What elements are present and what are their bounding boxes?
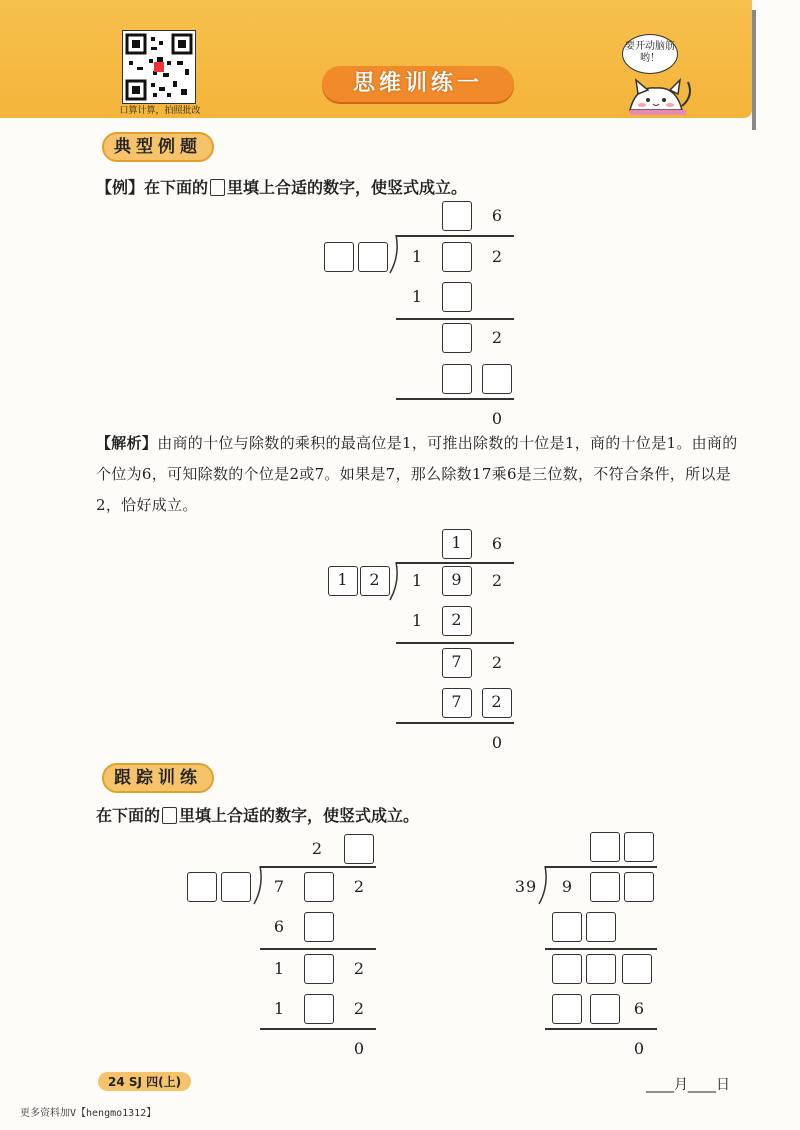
blank-box-icon — [210, 179, 225, 196]
analysis-text: 由商的十位与除数的乘积的最高位是1，可推出除数的十位是1，商的十位是1。由商的个位为6，可知除数的个位是2或7。如果是7，那么除数17乘6是三位数，不符合条件，所以是2，恰好成立。 — [96, 434, 738, 514]
sol-quotient-tens — [442, 529, 472, 559]
qr-caption: 口算计算，拍照批改 — [119, 106, 201, 116]
division-bracket — [388, 235, 400, 275]
cat-mascot-icon — [626, 66, 696, 120]
p2-dividend-ones-box[interactable] — [624, 872, 654, 902]
sol-product2-tens — [442, 688, 472, 718]
p2-remainder1-hundreds-box[interactable] — [552, 954, 582, 984]
p2-product1-hundreds-box[interactable] — [552, 912, 582, 942]
footer-note: 更多资料加V【hengmo1312】 — [20, 1108, 157, 1119]
p1-remainder: 0 — [353, 1039, 365, 1058]
dividend-tens-box[interactable] — [442, 242, 472, 272]
p2-dividend-hundreds: 9 — [561, 877, 573, 896]
p1-quotient-tens: 2 — [311, 839, 323, 858]
p1-divisor-ones-box[interactable] — [221, 872, 251, 902]
rule-line — [396, 642, 514, 644]
page-tag-text: 24 SJ 四(上) — [98, 1072, 191, 1091]
rule-line — [396, 318, 514, 320]
prompt-suffix: 里填上合适的数字，使竖式成立。 — [179, 806, 420, 825]
digit: 7 — [451, 691, 462, 711]
division-bracket — [252, 866, 264, 906]
digit: 1 — [451, 532, 462, 552]
p2-remainder: 0 — [633, 1039, 645, 1058]
prompt-prefix: 在下面的 — [96, 806, 161, 825]
p2-product2-hundreds-box[interactable] — [552, 994, 582, 1024]
product1-ones-box[interactable] — [442, 282, 472, 312]
digit: 1 — [337, 569, 348, 589]
sol-divisor-ones — [360, 566, 390, 596]
p1-product1-tens: 6 — [273, 917, 285, 936]
p2-remainder1-tens-box[interactable] — [586, 954, 616, 984]
divisor-ones-box[interactable] — [358, 242, 388, 272]
page-number-tag — [98, 1072, 191, 1091]
digit: 2 — [451, 609, 462, 629]
sol-product1-ones — [442, 606, 472, 636]
rule-line — [260, 1028, 376, 1030]
practice-prompt — [96, 803, 419, 826]
sol-product1-tens: 1 — [411, 611, 423, 630]
sol-remainder: 0 — [491, 733, 503, 752]
analysis-paragraph — [96, 428, 746, 521]
product2-ones-box[interactable] — [482, 364, 512, 394]
rule-line — [396, 398, 514, 400]
p2-dividend-tens-box[interactable] — [590, 872, 620, 902]
rule-line — [545, 1028, 657, 1030]
remainder: 0 — [491, 409, 503, 428]
quotient-ones: 6 — [491, 206, 503, 225]
speech-bubble: 要开动脑筋哟！ — [622, 34, 678, 74]
p2-divisor: 39 — [514, 877, 538, 896]
remainder1-tens-box[interactable] — [442, 323, 472, 353]
sol-dividend-tens — [442, 566, 472, 596]
p2-product2-tens-box[interactable] — [590, 994, 620, 1024]
digit: 2 — [369, 569, 380, 589]
sol-dividend-hundreds: 1 — [411, 571, 423, 590]
sol-divisor-tens — [328, 566, 358, 596]
p1-remainder1-tens-box[interactable] — [304, 954, 334, 984]
blank-box-icon — [162, 807, 177, 824]
page-title: 思维训练一 — [352, 71, 483, 96]
p2-quotient-tens-box[interactable] — [590, 832, 620, 862]
p1-dividend-hundreds: 7 — [273, 877, 285, 896]
divisor-tens-box[interactable] — [324, 242, 354, 272]
prompt-prefix: 【例】在下面的 — [96, 178, 209, 197]
rule-line — [260, 948, 376, 950]
division-bar — [396, 562, 514, 564]
rule-line — [396, 722, 514, 724]
p1-product2-tens-box[interactable] — [304, 994, 334, 1024]
page-edge — [752, 10, 756, 130]
p1-product1-ones-box[interactable] — [304, 912, 334, 942]
remainder1-ones: 2 — [491, 328, 503, 347]
practice-badge: 跟踪训练 — [102, 763, 214, 793]
p1-divisor-tens-box[interactable] — [187, 872, 217, 902]
digit: 9 — [451, 569, 462, 589]
sol-dividend-ones: 2 — [491, 571, 503, 590]
rule-line — [545, 948, 657, 950]
p2-quotient-ones-box[interactable] — [624, 832, 654, 862]
p1-quotient-ones-box[interactable] — [344, 834, 374, 864]
quotient-tens-box[interactable] — [442, 201, 472, 231]
dividend-ones: 2 — [491, 247, 503, 266]
p1-dividend-ones: 2 — [353, 877, 365, 896]
sol-remainder1-ones: 2 — [491, 653, 503, 672]
date-field[interactable]: ____月____日 — [646, 1077, 730, 1093]
example-prompt — [96, 175, 467, 198]
digit: 2 — [491, 691, 502, 711]
p1-product2-hundreds: 1 — [273, 999, 285, 1018]
product2-tens-box[interactable] — [442, 364, 472, 394]
dividend-hundreds: 1 — [411, 247, 423, 266]
sol-quotient-ones: 6 — [491, 534, 503, 553]
qr-code — [122, 30, 196, 104]
sol-product2-ones — [482, 688, 512, 718]
sol-remainder1-tens — [442, 648, 472, 678]
p2-product1-tens-box[interactable] — [586, 912, 616, 942]
p1-remainder1-hundreds: 1 — [273, 959, 285, 978]
product1-tens: 1 — [411, 287, 423, 306]
division-bar — [545, 866, 657, 868]
p1-remainder1-ones: 2 — [353, 959, 365, 978]
division-bar — [260, 866, 376, 868]
p2-product2-ones: 6 — [633, 999, 645, 1018]
p1-product2-ones: 2 — [353, 999, 365, 1018]
p1-dividend-tens-box[interactable] — [304, 872, 334, 902]
p2-remainder1-ones-box[interactable] — [622, 954, 652, 984]
digit: 7 — [451, 651, 462, 671]
division-bar — [396, 235, 514, 237]
prompt-suffix: 里填上合适的数字，使竖式成立。 — [227, 178, 468, 197]
example-badge: 典型例题 — [102, 132, 214, 162]
analysis-label: 【解析】 — [96, 434, 158, 452]
